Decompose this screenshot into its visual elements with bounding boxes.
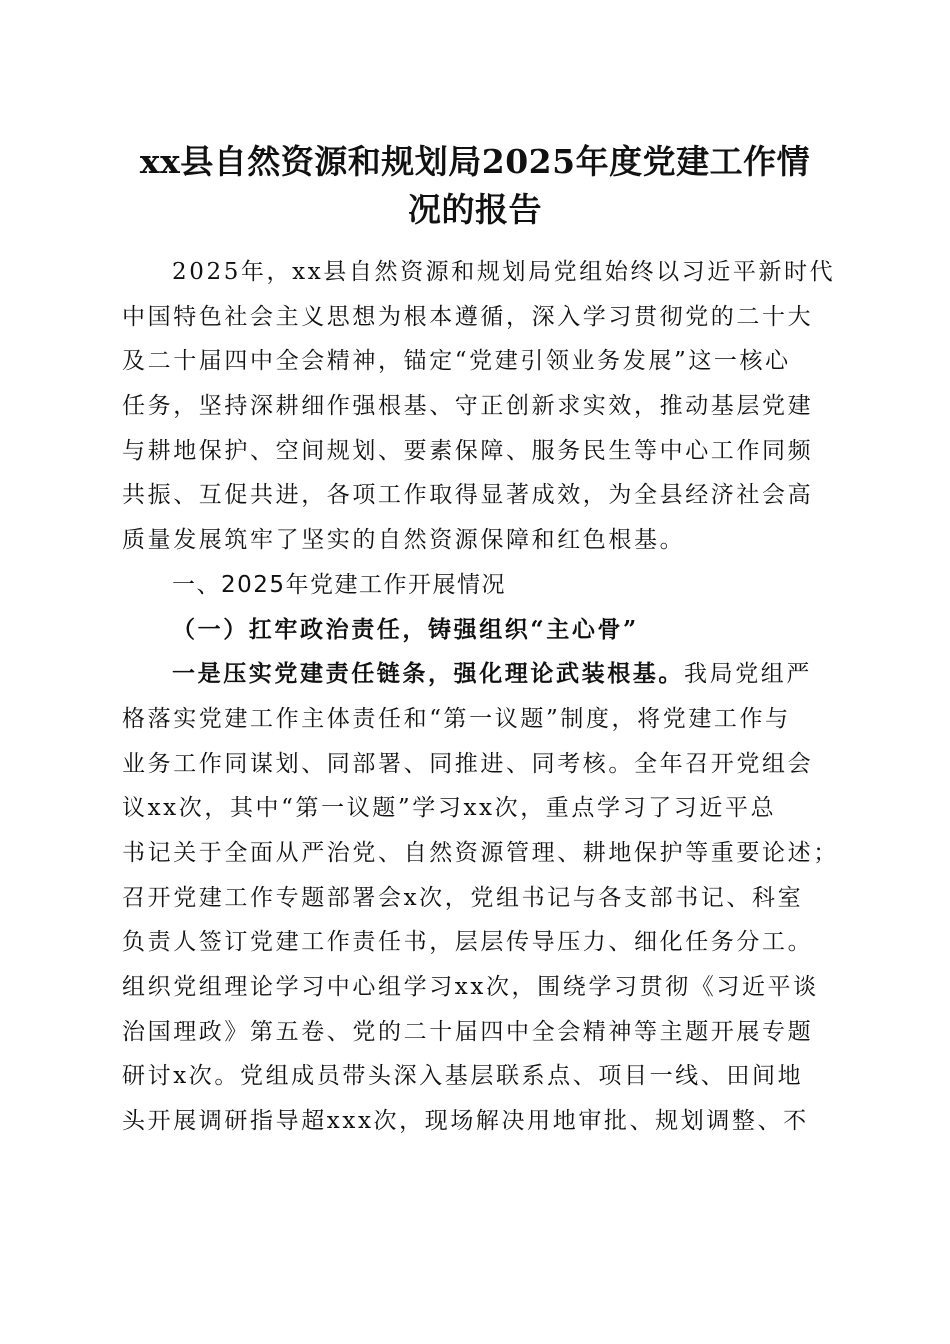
paragraph-line: 治国理政》第五卷、党的二十届四中全会精神等主题开展专题 xyxy=(122,1018,814,1045)
paragraph-line: 2025年，xx县自然资源和规划局党组始终以习近平新时代 xyxy=(172,259,836,285)
paragraph-line: 及二十届四中全会精神，锚定“党建引领业务发展”这一核心 xyxy=(122,348,791,375)
paragraph-line: 议xx次，其中“第一议题”学习xx次，重点学习了习近平总 xyxy=(122,795,777,822)
intro-paragraph xyxy=(122,250,836,563)
paragraph-first-line-rest: 我局党组严 xyxy=(684,661,812,688)
paragraph-line: 书记关于全面从严治党、自然资源管理、耕地保护等重要论述； xyxy=(122,839,839,866)
section-heading-1: 一、2025年党建工作开展情况 xyxy=(172,571,507,598)
body-paragraph xyxy=(122,652,839,1144)
paragraph-line: 中国特色社会主义思想为根本遵循，深入学习贯彻党的二十大 xyxy=(122,303,814,330)
document-body xyxy=(122,250,839,1144)
document-title xyxy=(110,138,840,234)
paragraph-line: 头开展调研指导超xxx次，现场解决用地审批、规划调整、不 xyxy=(122,1108,809,1135)
paragraph-line: 研讨x次。党组成员带头深入基层联系点、项目一线、田间地 xyxy=(122,1063,804,1090)
paragraph-line: 任务，坚持深耕细作强根基、守正创新求实效，推动基层党建 xyxy=(122,393,814,420)
title-line-1: xx县自然资源和规划局2025年度党建工作情 xyxy=(139,142,811,181)
paragraph-line: 召开党建工作专题部署会x次，党组书记与各支部书记、科室 xyxy=(122,884,804,911)
paragraph-line: 与耕地保护、空间规划、要素保障、服务民生等中心工作同频 xyxy=(122,437,814,464)
paragraph-line: 共振、互促共进，各项工作取得显著成效，为全县经济社会高 xyxy=(122,482,814,509)
paragraph-first-line xyxy=(122,652,828,697)
paragraph-lead-sentence: 一是压实党建责任链条，强化理论武装根基。 xyxy=(172,660,684,688)
title-line-2: 况的报告 xyxy=(408,190,542,229)
paragraph-line: 组织党组理论学习中心组学习xx次，围绕学习贯彻《习近平谈 xyxy=(122,974,819,1000)
paragraph-line: 质量发展筑牢了坚实的自然资源保障和红色根基。 xyxy=(122,527,686,554)
section-heading-2: （一）扛牢政治责任，铸强组织“主心骨” xyxy=(172,615,639,643)
paragraph-line: 负责人签订党建工作责任书，层层传导压力、细化任务分工。 xyxy=(122,929,814,956)
paragraph-line: 业务工作同谋划、同部署、同推进、同考核。全年召开党组会 xyxy=(122,750,814,777)
paragraph-line: 格落实党建工作主体责任和“第一议题”制度，将党建工作与 xyxy=(122,705,791,732)
